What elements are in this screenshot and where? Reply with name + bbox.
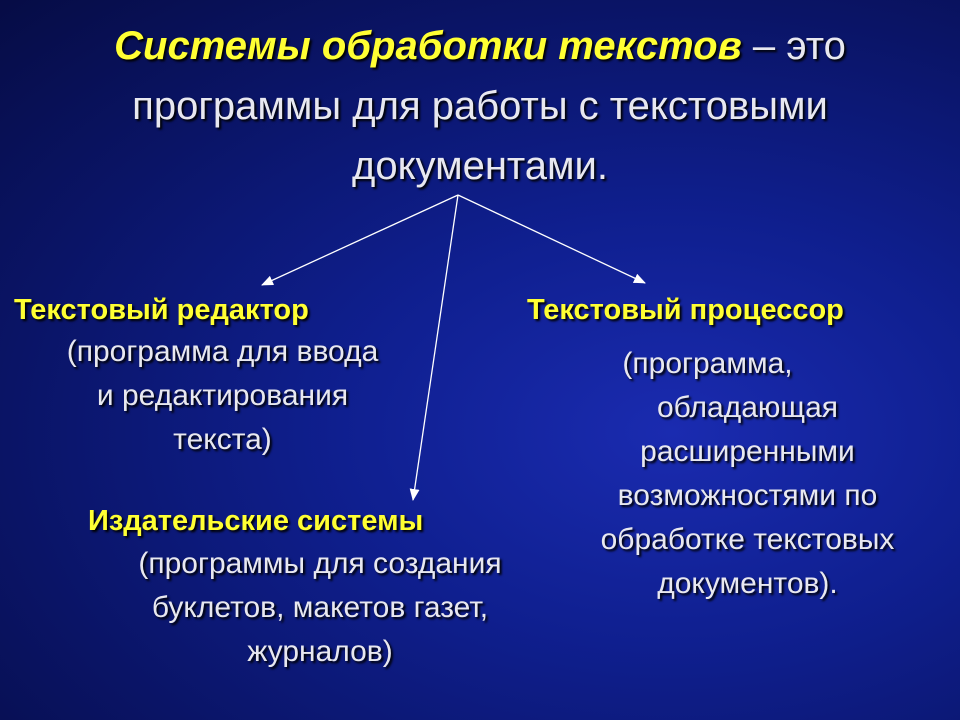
arrow-to-editor — [262, 195, 458, 285]
publishing-heading: Издательские системы — [88, 505, 424, 537]
title-line-3: документами. — [352, 144, 608, 188]
processor-desc-line: возможностями по — [617, 479, 878, 512]
processor-desc-line: (программа, — [622, 347, 793, 380]
publishing-desc-line: буклетов, макетов газет, — [151, 591, 489, 624]
editor-description — [20, 330, 425, 462]
editor-heading: Текстовый редактор — [14, 294, 309, 326]
title-rest: – это — [741, 24, 846, 68]
title-line-2: программы для работы с текстовыми — [132, 84, 828, 128]
processor-description — [555, 342, 940, 606]
publishing-description — [85, 542, 555, 674]
editor-desc-line: (программа для ввода — [66, 335, 379, 368]
editor-desc-line: текста) — [173, 423, 272, 456]
processor-heading: Текстовый процессор — [527, 294, 844, 326]
processor-desc-line: документов). — [657, 567, 838, 600]
publishing-desc-line: (программы для создания — [138, 547, 502, 580]
processor-desc-line: расширенными — [640, 435, 855, 468]
processor-desc-line: обладающая — [656, 391, 838, 424]
editor-desc-line: и редактирования — [96, 379, 349, 412]
processor-desc-line: обработке текстовых — [600, 523, 895, 556]
arrow-to-processor — [458, 195, 645, 283]
publishing-desc-line: журналов) — [247, 635, 393, 668]
title-highlight: Системы обработки текстов — [114, 24, 742, 68]
